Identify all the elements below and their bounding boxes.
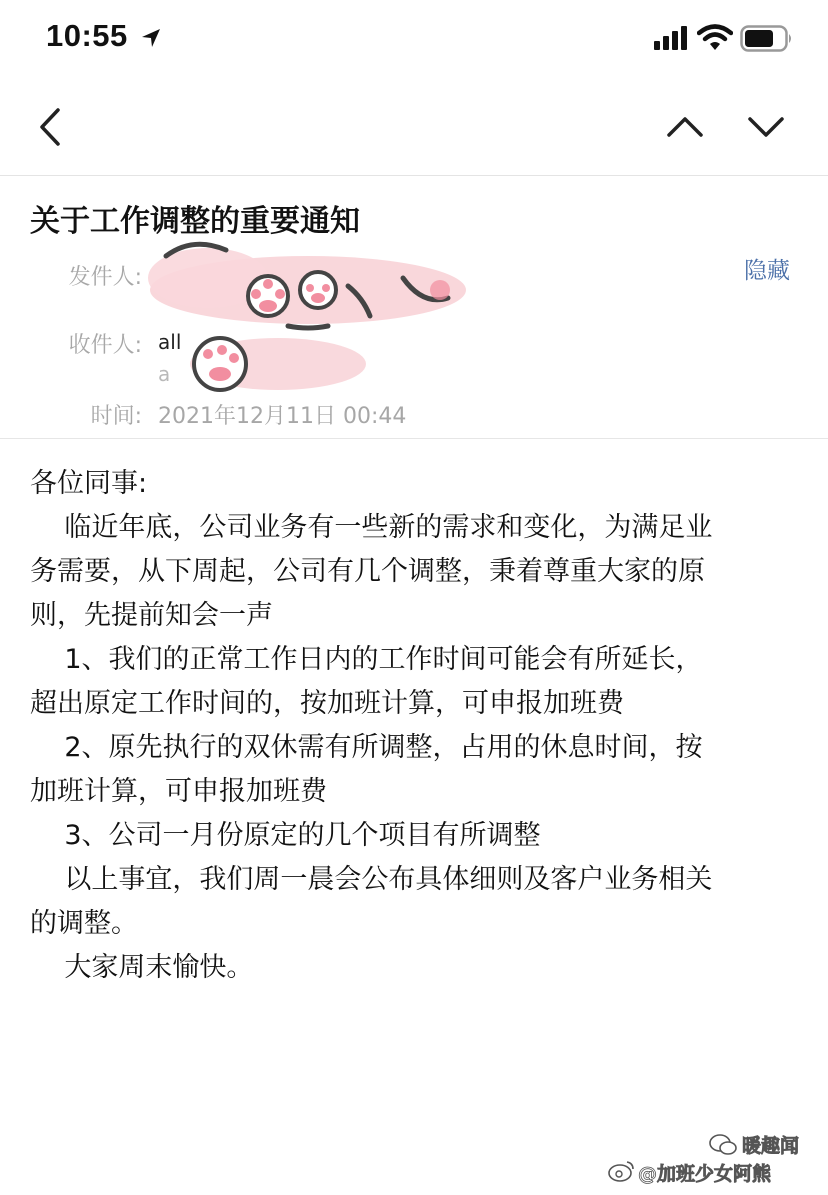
time-label: 时间: bbox=[90, 404, 142, 429]
chevron-down-icon bbox=[741, 102, 791, 152]
sender-label: 发件人: bbox=[68, 265, 142, 290]
recipient-label: 收件人: bbox=[68, 333, 142, 358]
back-chevron-icon bbox=[26, 102, 76, 152]
next-email-button[interactable] bbox=[741, 102, 791, 152]
body-line: 1、我们的正常工作日内的工作时间可能会有所延长， bbox=[30, 644, 703, 675]
sent-time: 2021年12月11日 00:44 bbox=[158, 404, 407, 429]
body-line: 各位同事: bbox=[30, 468, 148, 499]
status-time: 10:55 bbox=[46, 18, 128, 53]
body-line: 2、原先执行的双休需有所调整，占用的休息时间，按 bbox=[30, 732, 703, 763]
location-arrow-icon bbox=[140, 27, 162, 49]
weibo-logo-icon bbox=[608, 1159, 636, 1183]
status-bar bbox=[0, 0, 828, 80]
body-line: 3、公司一月份原定的几个项目有所调整 bbox=[30, 820, 541, 851]
body-line: 临近年底，公司业务有一些新的需求和变化，为满足业 bbox=[30, 512, 713, 543]
body-line: 的调整。 bbox=[30, 908, 138, 939]
hide-details-link[interactable]: 隐藏 bbox=[744, 258, 790, 284]
privacy-sticker-sender bbox=[148, 238, 468, 334]
recipient-value: all bbox=[158, 330, 182, 354]
battery-icon bbox=[740, 25, 794, 52]
chevron-up-icon bbox=[660, 102, 710, 152]
body-line: 务需要，从下周起，公司有几个调整，秉着尊重大家的原 bbox=[30, 556, 705, 587]
watermark bbox=[608, 1131, 818, 1187]
signal-icon bbox=[654, 26, 688, 50]
body-line: 则，先提前知会一声 bbox=[30, 600, 273, 631]
body-line: 加班计算，可申报加班费 bbox=[30, 776, 327, 807]
previous-email-button[interactable] bbox=[660, 102, 710, 152]
navigation-bar bbox=[0, 80, 828, 176]
wifi-icon bbox=[697, 24, 733, 52]
body-line: 超出原定工作时间的，按加班计算，可申报加班费 bbox=[30, 688, 624, 719]
back-button[interactable] bbox=[26, 102, 76, 152]
email-body bbox=[0, 440, 828, 1140]
recipient-value-secondary: a bbox=[158, 362, 171, 386]
email-subject: 关于工作调整的重要通知 bbox=[30, 204, 360, 239]
watermark-account: 暖趣闻 bbox=[742, 1135, 800, 1157]
privacy-sticker-recipient bbox=[178, 322, 368, 398]
watermark-author: @加班少女阿熊 bbox=[638, 1163, 772, 1185]
email-header bbox=[0, 176, 828, 439]
wechat-logo-icon bbox=[708, 1133, 738, 1157]
body-line: 大家周末愉快。 bbox=[30, 952, 254, 983]
body-line: 以上事宜，我们周一晨会公布具体细则及客户业务相关 bbox=[30, 864, 713, 895]
